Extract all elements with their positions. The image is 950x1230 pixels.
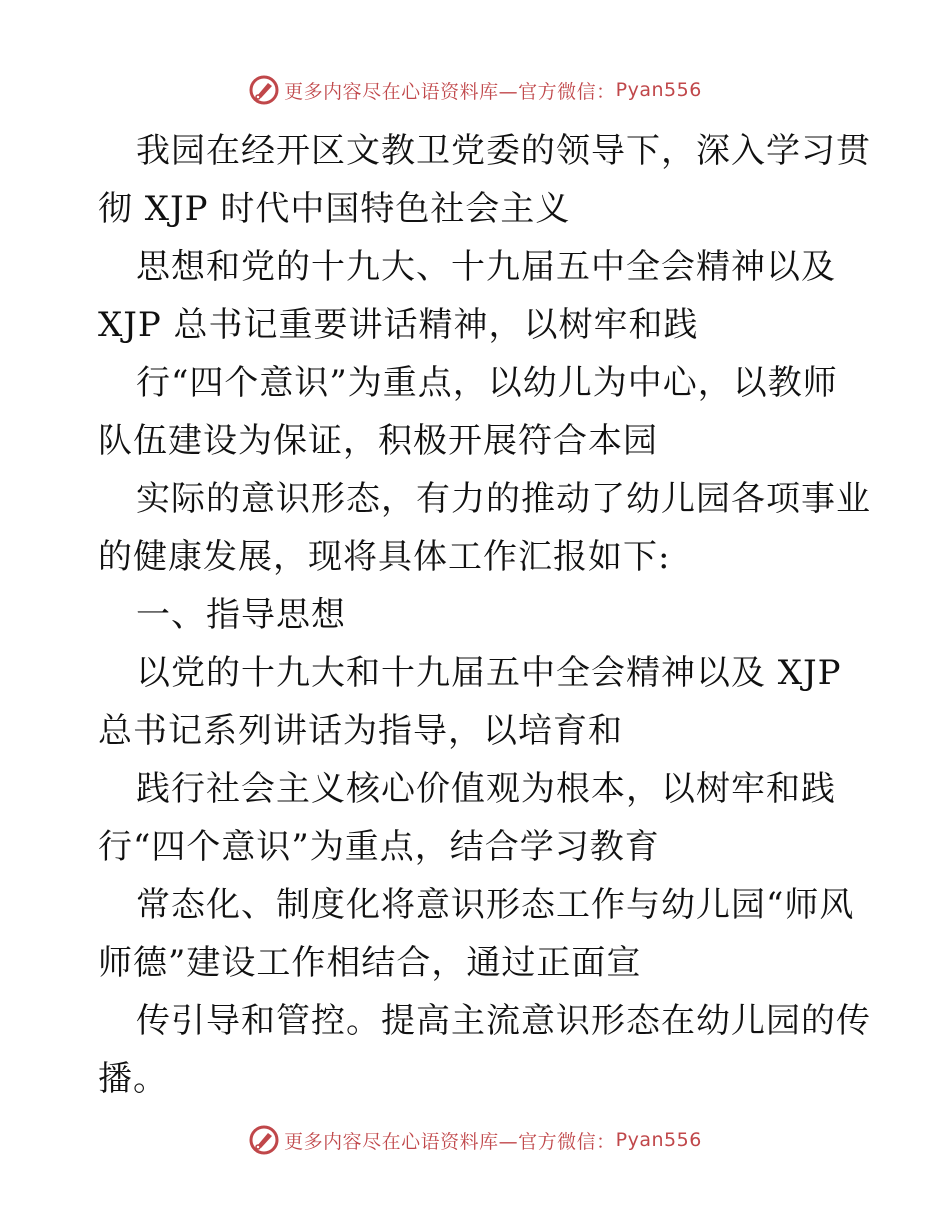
footer-watermark	[0, 1120, 950, 1160]
body-line: 思想和党的十九大、十九届五中全会精神以及	[136, 247, 836, 287]
body-line: 实际的意识形态，有力的推动了幼儿园各项事业	[136, 479, 871, 519]
logo-icon	[248, 1124, 280, 1156]
body-line: 师德”建设工作相结合，通过正面宣	[98, 943, 642, 983]
document-body	[98, 122, 871, 1108]
watermark-wechat-id: Pyan556	[615, 1129, 702, 1151]
body-line: XJP 总书记重要讲话精神，以树牢和践	[98, 305, 699, 345]
body-line: 行“四个意识”为重点，以幼儿为中心，以教师	[136, 363, 838, 403]
logo-icon	[248, 74, 280, 106]
section-heading: 一、指导思想	[136, 595, 346, 635]
body-line: 行“四个意识”为重点，结合学习教育	[98, 827, 660, 867]
body-line: 践行社会主义核心价值观为根本，以树牢和践	[136, 769, 836, 809]
watermark-wechat-id: Pyan556	[615, 79, 702, 101]
body-line: 以党的十九大和十九届五中全会精神以及 XJP	[136, 653, 842, 693]
watermark-text: 更多内容尽在心语资料库—官方微信：	[284, 80, 616, 103]
header-watermark	[0, 70, 950, 110]
body-line: 总书记系列讲话为指导，以培育和	[98, 711, 623, 751]
body-line: 队伍建设为保证，积极开展符合本园	[98, 421, 658, 461]
body-line: 的健康发展，现将具体工作汇报如下:	[98, 537, 671, 577]
body-line: 常态化、制度化将意识形态工作与幼儿园“师风	[136, 885, 855, 925]
body-line: 彻 XJP 时代中国特色社会主义	[98, 189, 571, 229]
body-line: 传引导和管控。提高主流意识形态在幼儿园的传	[136, 1001, 871, 1041]
watermark-text: 更多内容尽在心语资料库—官方微信：	[284, 1130, 616, 1153]
body-line: 我园在经开区文教卫党委的领导下，深入学习贯	[136, 131, 871, 171]
body-line: 播。	[98, 1059, 168, 1099]
